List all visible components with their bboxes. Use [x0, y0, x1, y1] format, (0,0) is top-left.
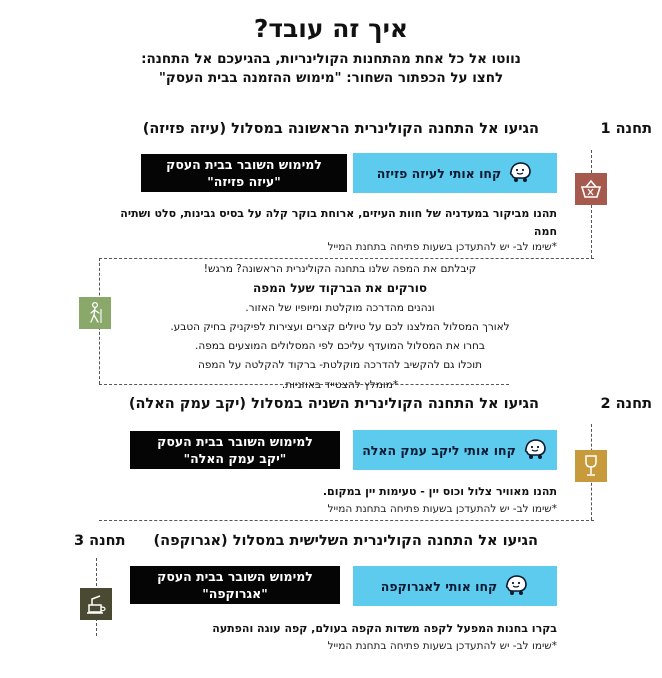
stop-3-description: בקרו בחנות המפעל לקפה משדות הקפה בעולם, קפה עוגה והפתעה	[212, 622, 557, 635]
wine-glass-icon	[582, 454, 600, 478]
map-info-line-3: ונהנים מהדרכה מוקלטת ומיופיו של האזור.	[245, 301, 435, 314]
map-info-line-4: לאורך המסלול המלצנו לכם על טיולים קצרים ועצירות לפיקניק בחיק הטבע.	[170, 320, 510, 333]
stop-3-badge	[80, 588, 112, 620]
instructions-line-1: נווטו אל כל אחת מהתחנות הקולינריות, בהגיעכם אל התחנה:	[141, 51, 521, 67]
stop-1-badge	[575, 173, 607, 205]
waze-icon	[522, 437, 548, 464]
map-info-line-7: *מומלץ להצטייד באוזניות.	[281, 378, 399, 391]
map-info-line-6: תוכלו גם להקשיב להדרכה מוקלטת- ברקוד להקלטה על המפה	[198, 359, 482, 372]
redeem-business-name: "אגרוקפה"	[202, 586, 268, 601]
map-box-top-border	[99, 258, 594, 259]
page-title: איך זה עובד?	[253, 14, 409, 43]
redeem-business-name: "עיזה פזיזה"	[207, 174, 281, 189]
map-info-line-2: סורקים את הברקוד שעל המפה	[252, 281, 428, 296]
map-info-line-1: קיבלתם את המפה שלנו בתחנה הקולינרית הראשונה? מרגש!	[203, 263, 477, 275]
redeem-business-name: "יקב עמק האלה"	[183, 451, 287, 466]
waze-label: קחו אותי ליקב עמק האלה	[362, 442, 516, 458]
stop-1-waze-button[interactable]	[353, 153, 557, 193]
hiker-icon	[85, 301, 105, 325]
waze-label: קחו אותי לעיזה פזיזה	[376, 165, 502, 181]
stop-2-description: תהנו מאוויר צלול וכוס יין - טעימות יין במקום.	[322, 485, 557, 498]
map-info-text	[120, 260, 560, 395]
stop-2-label: תחנה 2	[600, 396, 652, 412]
stop-1-description: תהנו מביקור במעדניה של חוות העיזים, ארוחת בוקר קלה על בסיס גבינות, סלט ושתיה חמה	[120, 207, 557, 238]
stop-1-heading: הגיעו אל התחנה הקולינרית הראשונה במסלול (עיזה פזיזה)	[142, 121, 539, 137]
stop-3-note: *שימו לב- יש להתעדכן בשעות פתיחה בתחנת המייל	[327, 640, 557, 652]
stop-1-redeem-button[interactable]	[141, 154, 347, 192]
stop-2-badge	[575, 450, 607, 482]
basket-icon	[579, 178, 603, 200]
instructions-line-2: לחצו על הכפתור השחור: "מימוש ההזמנה בבית העסק"	[158, 70, 504, 86]
stop-1-label: תחנה 1	[600, 121, 652, 137]
map-info-line-5: בחרו את המסלול המועדף עליכם לפי המסלולים המוצעים במפה.	[195, 340, 485, 353]
stop-2-heading: הגיעו אל התחנה הקולינרית השניה במסלול (יקב עמק האלה)	[128, 396, 539, 412]
redeem-label: למימוש השובר בבית העסק	[166, 157, 322, 172]
redeem-label: למימוש השובר בבית העסק	[157, 434, 313, 449]
map-info-badge	[79, 297, 111, 329]
coffee-machine-icon	[84, 593, 108, 615]
stop-2-note: *שימו לב- יש להתעדכן בשעות פתיחה בתחנת המייל	[327, 503, 557, 515]
stop-2-waze-button[interactable]	[353, 430, 557, 470]
waze-icon	[507, 160, 533, 187]
stop-3-redeem-button[interactable]	[130, 566, 340, 604]
waze-label: קחו אותי לאגרוקפה	[380, 578, 498, 594]
stop-3-heading: הגיעו אל התחנה הקולינרית השלישית במסלול (אגרוקפה)	[153, 533, 538, 549]
stop-3-waze-button[interactable]	[353, 566, 557, 606]
stop-1-note: *שימו לב- יש להתעדכן בשעות פתיחה בתחנת המייל	[327, 241, 557, 253]
redeem-label: למימוש השובר בבית העסק	[157, 569, 313, 584]
section-divider	[99, 520, 594, 521]
stop-3-label: תחנה 3	[74, 533, 126, 549]
waze-icon	[503, 573, 529, 600]
stop-2-redeem-button[interactable]	[130, 431, 340, 469]
